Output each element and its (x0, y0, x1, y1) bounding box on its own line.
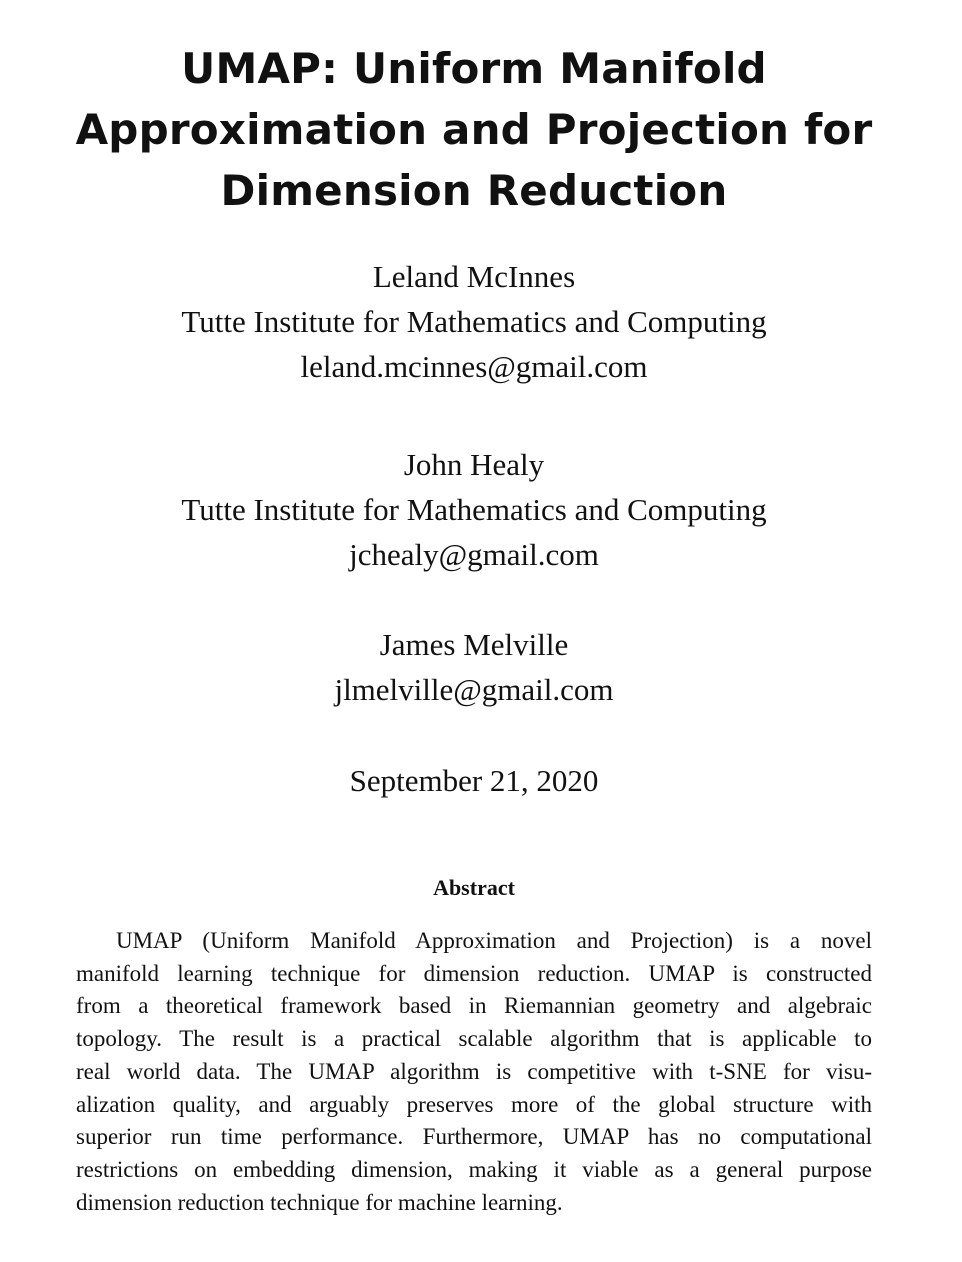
paper-date: September 21, 2020 (349, 763, 599, 798)
abstract-line: dimension reduction technique for machine learning. (76, 1189, 563, 1215)
abstract-line: superior run time performance. Furthermore, UMAP has no computational (76, 1124, 872, 1150)
author-block-melville (0, 622, 948, 712)
abstract-line: topology. The result is a practical scalable algorithm that is applicable to (76, 1026, 872, 1052)
author-block-mcinnes (0, 254, 948, 389)
author-block-healy (0, 442, 948, 577)
title-line: UMAP: Uniform Manifold (181, 44, 767, 93)
author-email: jlmelville@gmail.com (334, 672, 614, 707)
abstract-line: alization quality, and arguably preserves more of the global structure with (76, 1091, 872, 1117)
abstract-line: manifold learning technique for dimension reduction. UMAP is constructed (76, 960, 872, 986)
abstract-line: from a theoretical framework based in Riemannian geometry and algebraic (76, 993, 872, 1019)
author-email: jchealy@gmail.com (349, 537, 599, 572)
title-line: Dimension Reduction (220, 166, 728, 215)
abstract-heading: Abstract (433, 875, 515, 900)
abstract-body (76, 925, 872, 1219)
abstract-line: restrictions on embedding dimension, making it viable as a general purpose (76, 1156, 872, 1182)
author-name: James Melville (379, 627, 569, 662)
title-line: Approximation and Projection for (75, 105, 873, 154)
author-email: leland.mcinnes@gmail.com (300, 349, 648, 384)
author-name: Leland McInnes (372, 259, 576, 294)
paper-title (0, 38, 948, 221)
author-name: John Healy (403, 447, 545, 482)
abstract-line: real world data. The UMAP algorithm is competitive with t-SNE for visu- (76, 1058, 872, 1084)
author-affiliation: Tutte Institute for Mathematics and Computing (181, 304, 767, 339)
abstract-line: UMAP (Uniform Manifold Approximation and Projection) is a novel (116, 928, 872, 953)
author-affiliation: Tutte Institute for Mathematics and Computing (181, 492, 767, 527)
